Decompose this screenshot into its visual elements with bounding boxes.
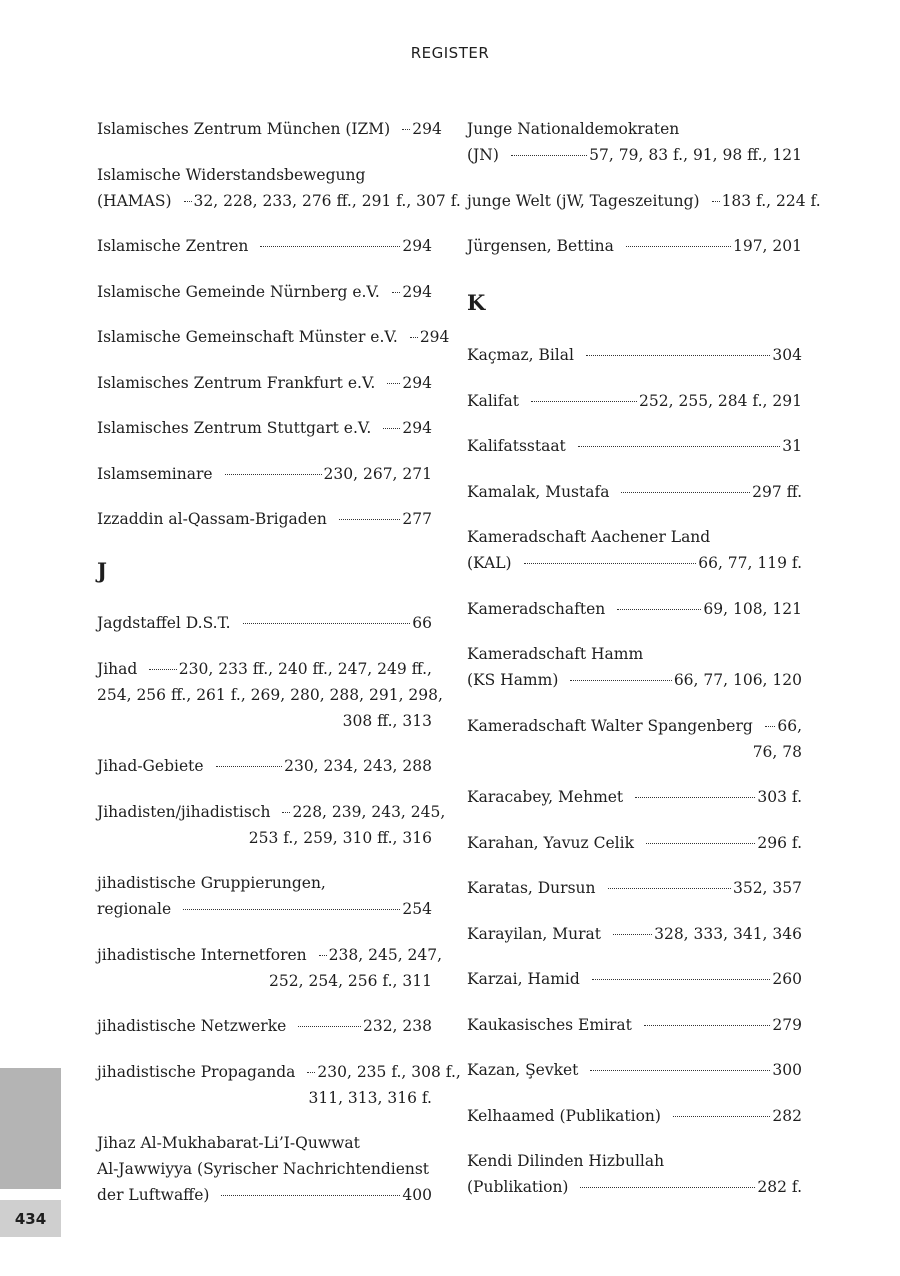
index-entry — [467, 233, 802, 259]
entry-pages: 32, 228, 233, 276 ff., 291 f., 307 f. — [193, 191, 461, 210]
entry-pages: 328, 333, 341, 346 — [654, 924, 802, 943]
index-entry — [97, 870, 432, 922]
entry-pages: 252, 255, 284 f., 291 — [639, 391, 802, 410]
entry-term: Karzai, Hamid — [467, 970, 580, 988]
page-number: 434 — [0, 1200, 61, 1237]
index-entry — [97, 1130, 432, 1208]
index-entry — [467, 524, 802, 576]
index-entry — [97, 799, 446, 851]
entry-pages: 183 f., 224 f. — [721, 191, 821, 210]
entry-term: Jihad-Gebiete — [97, 757, 204, 775]
entry-term: Kameradschaften — [467, 599, 606, 618]
entry-term: Kalifatsstaat — [467, 437, 566, 455]
entry-term: Islamseminare — [97, 464, 213, 483]
entry-pages: 66, 77, 119 f. — [698, 554, 802, 572]
entry-pages-continued: 253 f., 259, 310 ff., 316 — [248, 828, 432, 847]
entry-term: (JN) — [467, 146, 499, 164]
index-column-right — [467, 116, 821, 1220]
entry-term: Kamalak, Mustafa — [467, 482, 610, 501]
entry-term: der Luftwaffe) — [97, 1186, 210, 1204]
entry-term: Kaukasisches Emirat — [467, 1015, 632, 1034]
entry-pages: 297 ff. — [752, 482, 802, 501]
entry-term: Kaçmaz, Bilal — [467, 346, 574, 364]
index-entry — [97, 324, 450, 350]
entry-pages: 282 — [772, 1106, 802, 1125]
index-entry — [467, 116, 802, 168]
index-entry — [97, 233, 432, 259]
index-entry — [97, 116, 442, 142]
index-entry — [467, 342, 802, 368]
dot-leader — [298, 1026, 361, 1027]
dot-leader — [410, 337, 418, 338]
index-entry — [467, 966, 802, 992]
dot-leader — [617, 609, 701, 610]
dot-leader — [387, 383, 400, 384]
index-entry — [467, 921, 802, 947]
index-entry — [97, 1059, 461, 1111]
entry-term: regionale — [97, 900, 172, 918]
entry-term: Islamisches Zentrum Stuttgart e.V. — [97, 419, 372, 437]
entry-pages: 254 — [402, 900, 432, 918]
entry-term: jihadistische Netzwerke — [97, 1017, 287, 1035]
dot-leader — [644, 1025, 771, 1026]
index-entry — [467, 1012, 802, 1038]
entry-term: Kelhaamed (Publikation) — [467, 1106, 661, 1125]
entry-term: Islamisches Zentrum Frankfurt e.V. — [97, 373, 376, 392]
entry-term: Karatas, Dursun — [467, 879, 596, 897]
thumb-index-tab — [0, 1068, 61, 1189]
dot-leader — [183, 909, 400, 910]
index-entry — [467, 875, 802, 901]
dot-leader — [282, 812, 290, 813]
dot-leader — [646, 843, 755, 844]
entry-pages: 228, 239, 243, 245, — [292, 802, 446, 821]
entry-pages: 66, — [777, 716, 802, 735]
entry-term: Islamische Zentren — [97, 237, 249, 255]
dot-leader — [216, 766, 283, 767]
entry-pages: 279 — [772, 1015, 802, 1034]
dot-leader — [592, 979, 771, 980]
index-entry — [467, 479, 802, 505]
entry-pages: 294 — [402, 373, 432, 392]
entry-term: Kameradschaft Aachener Land — [467, 528, 711, 546]
entry-term: Kalifat — [467, 391, 519, 410]
entry-term: Islamisches Zentrum München (IZM) — [97, 120, 391, 138]
entry-pages: 66, 77, 106, 120 — [673, 671, 802, 689]
entry-term: Karahan, Yavuz Celik — [467, 833, 634, 852]
dot-leader — [307, 1072, 315, 1073]
entry-term: (Publikation) — [467, 1178, 569, 1196]
entry-term: jihadistische Propaganda — [97, 1062, 296, 1081]
index-column-left — [97, 116, 461, 1228]
entry-pages: 57, 79, 83 f., 91, 98 ff., 121 — [589, 146, 802, 164]
index-entry — [467, 830, 802, 856]
dot-leader — [586, 355, 770, 356]
entry-pages: 294 — [402, 419, 432, 437]
entry-pages: 277 — [402, 510, 432, 528]
entry-pages: 31 — [782, 437, 802, 455]
entry-pages-continued: 76, 78 — [752, 742, 802, 761]
dot-leader — [524, 563, 697, 564]
entry-term: jihadistische Gruppierungen, — [97, 874, 326, 892]
entry-term: Jürgensen, Bettina — [467, 237, 614, 255]
dot-leader — [511, 155, 587, 156]
entry-pages: 400 — [402, 1186, 432, 1204]
dot-leader — [319, 955, 327, 956]
dot-leader — [531, 401, 637, 402]
entry-pages: 230, 267, 271 — [323, 464, 432, 483]
entry-pages: 230, 233 ff., 240 ff., 247, 249 ff., — [178, 659, 432, 678]
index-entry — [97, 162, 461, 214]
entry-term: Islamische Gemeinschaft Münster e.V. — [97, 328, 398, 346]
entry-term: Islamische Widerstandsbewegung — [97, 165, 366, 184]
entry-pages-continued: 308 ff., 313 — [342, 711, 432, 730]
dot-leader — [580, 1187, 755, 1188]
entry-pages-continued: 252, 254, 256 f., 311 — [269, 971, 432, 990]
entry-pages: 232, 238 — [362, 1017, 432, 1035]
index-entry — [467, 188, 821, 214]
dot-leader — [590, 1070, 770, 1071]
dot-leader — [626, 246, 731, 247]
entry-term: Islamische Gemeinde Nürnberg e.V. — [97, 282, 380, 301]
entry-pages: 197, 201 — [732, 237, 802, 255]
entry-pages: 230, 234, 243, 288 — [284, 757, 432, 775]
index-entry — [97, 506, 432, 532]
dot-leader — [613, 934, 652, 935]
dot-leader — [712, 201, 720, 202]
entry-term: Karacabey, Mehmet — [467, 788, 624, 806]
dot-leader — [260, 246, 400, 247]
dot-leader — [221, 1195, 400, 1196]
entry-pages: 294 — [412, 120, 442, 138]
entry-term: (HAMAS) — [97, 191, 172, 210]
index-entry — [467, 784, 802, 810]
entry-pages: 296 f. — [757, 833, 802, 852]
index-entry — [467, 641, 802, 693]
index-entry — [97, 461, 432, 487]
entry-term: Jagdstaffel D.S.T. — [97, 614, 231, 632]
index-entry — [467, 433, 802, 459]
dot-leader — [570, 680, 671, 681]
dot-leader — [339, 519, 401, 520]
dot-leader — [225, 474, 322, 475]
index-entry — [97, 753, 432, 779]
index-entry — [97, 942, 443, 994]
entry-term: jihadistische Internetforen — [97, 945, 307, 964]
entry-term: (KAL) — [467, 554, 512, 572]
index-entry — [97, 415, 432, 441]
entry-pages: 303 f. — [757, 788, 802, 806]
dot-leader — [765, 726, 776, 727]
dot-leader — [673, 1116, 770, 1117]
dot-leader — [402, 129, 410, 130]
index-entry — [467, 713, 802, 765]
entry-pages: 238, 245, 247, — [328, 945, 443, 964]
index-entry — [467, 1148, 802, 1200]
dot-leader — [578, 446, 780, 447]
entry-pages-continued: 254, 256 ff., 261 f., 269, 280, 288, 291, 298, — [97, 685, 443, 704]
index-entry — [97, 279, 432, 305]
entry-term: Jihaz Al-Mukhabarat-Li’I-Quwwat — [97, 1134, 360, 1152]
entry-term: Kendi Dilinden Hizbullah — [467, 1152, 665, 1170]
entry-term: Jihadisten/jihadistisch — [97, 802, 271, 821]
entry-term: Kameradschaft Walter Spangenberg — [467, 716, 753, 735]
dot-leader — [635, 797, 755, 798]
dot-leader — [149, 669, 176, 670]
entry-pages: 294 — [419, 328, 450, 346]
entry-pages: 304 — [772, 346, 802, 364]
section-letter: K — [467, 290, 486, 315]
entry-term: Jihad — [97, 659, 138, 678]
entry-pages: 300 — [772, 1061, 802, 1079]
dot-leader — [383, 428, 400, 429]
entry-pages: 352, 357 — [732, 879, 802, 897]
entry-term: Izzaddin al-Qassam-Brigaden — [97, 510, 327, 528]
dot-leader — [392, 292, 401, 293]
entry-term: (KS Hamm) — [467, 671, 559, 689]
entry-term: Kameradschaft Hamm — [467, 645, 644, 663]
index-entry — [97, 656, 443, 734]
entry-term: Kazan, Şevket — [467, 1061, 579, 1079]
entry-pages: 66 — [412, 614, 432, 632]
entry-pages: 282 f. — [757, 1178, 802, 1196]
entry-pages-continued: 311, 313, 316 f. — [308, 1088, 432, 1107]
entry-pages: 294 — [402, 282, 432, 301]
index-entry — [467, 388, 802, 414]
entry-term: Junge Nationaldemokraten — [467, 120, 680, 138]
entry-term: junge Welt (jW, Tageszeitung) — [467, 191, 700, 210]
index-entry — [467, 596, 802, 622]
index-entry — [467, 1057, 802, 1083]
section-letter: J — [97, 558, 107, 583]
entry-term: Karayilan, Murat — [467, 924, 601, 943]
index-entry — [97, 610, 432, 636]
index-entry — [97, 1013, 432, 1039]
dot-leader — [608, 888, 731, 889]
index-entry — [467, 1103, 802, 1129]
entry-term: Al-Jawwiyya (Syrischer Nachrichtendienst — [97, 1160, 430, 1178]
entry-pages: 294 — [402, 237, 432, 255]
dot-leader — [621, 492, 750, 493]
entry-pages: 260 — [772, 970, 802, 988]
entry-pages: 230, 235 f., 308 f., — [317, 1062, 461, 1081]
entry-pages: 69, 108, 121 — [703, 599, 802, 618]
running-header: REGISTER — [410, 44, 490, 62]
index-entry — [97, 370, 432, 396]
dot-leader — [184, 201, 192, 202]
dot-leader — [243, 623, 411, 624]
